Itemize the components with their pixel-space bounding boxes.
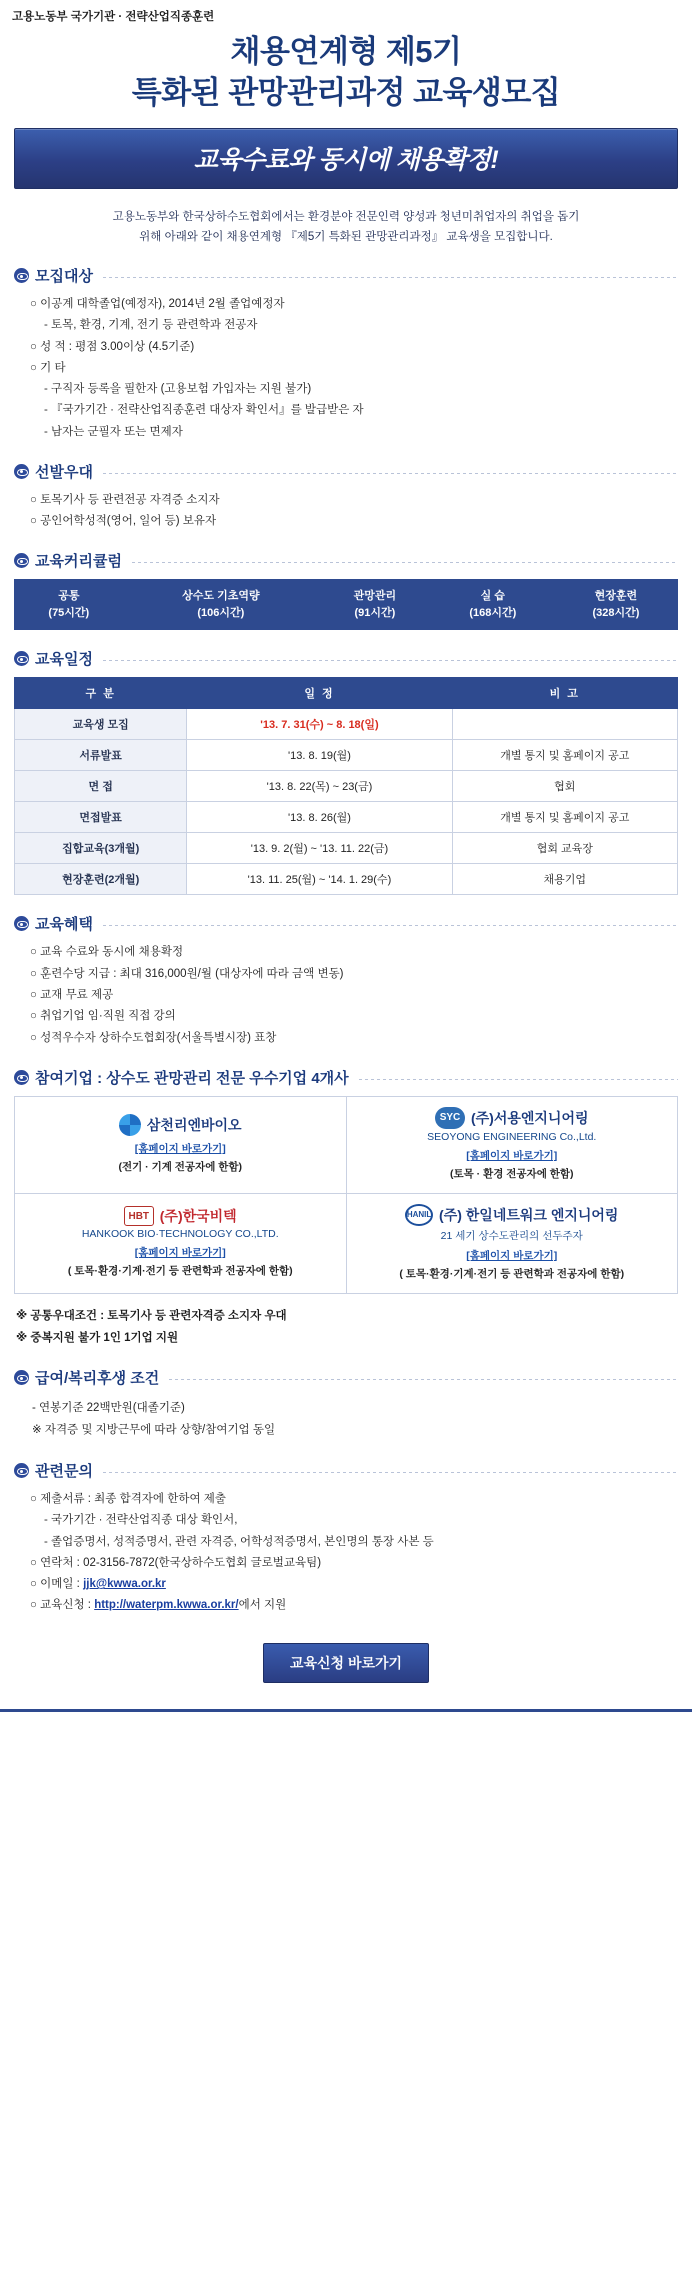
hero-banner: 교육수료와 동시에 채용확정!	[14, 128, 678, 189]
company-name-row	[21, 1206, 340, 1226]
company-name: (주)한국비텍	[159, 1208, 237, 1225]
schedule-date: '13. 11. 25(월) ~ '14. 1. 29(수)	[187, 864, 452, 895]
section-title: 참여기업 : 상수도 관망관리 전문 우수기업 4개사	[35, 1069, 349, 1087]
table-header-cell	[319, 580, 432, 630]
bullet-eye-icon	[14, 268, 29, 283]
table-header-cell: 비 고	[452, 678, 677, 709]
section-schedule	[14, 648, 678, 895]
divider	[103, 1472, 678, 1473]
hbt-logo-icon: HBT	[124, 1206, 154, 1226]
list-item: - 국가기간 · 전략산업직종 대상 확인서,	[30, 1510, 672, 1531]
curriculum-table	[14, 579, 678, 630]
divider	[359, 1079, 678, 1080]
table-row	[15, 1096, 678, 1193]
title-line-2: 특화된 관망관리과정 교육생모집	[131, 74, 561, 110]
section-header	[14, 1067, 678, 1088]
section-title: 급여/복리후생 조건	[35, 1370, 160, 1388]
section-curriculum	[14, 550, 678, 630]
bullet-eye-icon	[14, 916, 29, 931]
agency-line: 고용노동부 국가기관 · 전략산업직종훈련	[12, 11, 215, 23]
company-cell-seoyong	[346, 1096, 678, 1193]
table-row	[15, 802, 678, 833]
homepage-link[interactable]: [홈페이지 바로가기]	[134, 1247, 226, 1260]
list-item: - 구직자 등록을 필한자 (고용보험 가입자는 지원 불가)	[30, 379, 672, 400]
table-row	[15, 740, 678, 771]
list-item: ○ 이공계 대학졸업(예정자), 2014년 2월 졸업예정자	[30, 294, 672, 315]
section-preference	[14, 461, 678, 533]
divider	[103, 925, 678, 926]
company-condition: ( 토목·환경·기계·전기 등 관련학과 전공자에 한함)	[67, 1265, 293, 1278]
divider	[103, 660, 678, 661]
section-header	[14, 648, 678, 669]
schedule-gubun: 현장훈련(2개월)	[15, 864, 187, 895]
schedule-gubun: 서류발표	[15, 740, 187, 771]
curriculum-name: 상수도 기초역량	[182, 590, 260, 603]
table-row	[15, 709, 678, 740]
company-cell-hanil-network	[346, 1193, 678, 1293]
companies-table	[14, 1096, 678, 1294]
schedule-date: '13. 8. 19(월)	[187, 740, 452, 771]
table-row	[15, 864, 678, 895]
schedule-date: '13. 7. 31(수) ~ 8. 18(일)	[187, 709, 452, 740]
hero	[0, 28, 692, 189]
list-item: ○ 토목기사 등 관련전공 자격증 소지자	[30, 490, 672, 511]
section-header	[14, 1367, 678, 1388]
table-header-row	[15, 678, 678, 709]
email-label: 이메일 :	[40, 1578, 84, 1591]
section-title: 교육커리큘럼	[35, 553, 122, 571]
section-title: 선발우대	[35, 463, 93, 481]
table-row	[15, 771, 678, 802]
curriculum-hours: (75시간)	[48, 606, 90, 619]
homepage-link[interactable]: [홈페이지 바로가기]	[466, 1149, 558, 1162]
schedule-note: 개별 통지 및 홈페이지 공고	[452, 802, 677, 833]
list-item: ○ 기 타	[30, 358, 672, 379]
company-name: (주) 한일네트워크 엔지니어링	[439, 1206, 619, 1223]
company-name-row	[353, 1204, 672, 1226]
section-salary	[14, 1367, 678, 1442]
contact-list	[14, 1489, 678, 1617]
intro-paragraph	[22, 207, 670, 247]
table-header-cell	[431, 580, 554, 630]
title-line-1: 채용연계형 제5기	[230, 34, 462, 69]
company-condition: ( 토목·환경·기계·전기 등 관련학과 전공자에 한함)	[399, 1267, 625, 1280]
divider	[103, 473, 678, 474]
divider	[169, 1379, 678, 1380]
table-header-cell	[15, 580, 124, 630]
bullet-eye-icon	[14, 1370, 29, 1385]
company-name: (주)서용엔지니어링	[470, 1109, 589, 1126]
schedule-note: 협회 교육장	[452, 833, 677, 864]
table-row	[15, 833, 678, 864]
table-header-cell	[123, 580, 318, 630]
section-title: 관련문의	[35, 1463, 93, 1481]
apply-label: 교육신청 :	[40, 1599, 95, 1612]
homepage-link[interactable]: [홈페이지 바로가기]	[466, 1249, 558, 1262]
schedule-gubun: 교육생 모집	[15, 709, 187, 740]
bullet-eye-icon	[14, 1070, 29, 1085]
curriculum-hours: (106시간)	[197, 606, 245, 619]
bullet-eye-icon	[14, 1463, 29, 1478]
company-cell-hankook-biotech	[15, 1193, 347, 1293]
schedule-date: '13. 9. 2(월) ~ '13. 11. 22(금)	[187, 833, 452, 864]
divider	[103, 277, 678, 278]
list-item: ○ 연락처 : 02-3156-7872(한국상하수도협회 글로벌교육팀)	[30, 1553, 672, 1574]
list-item: ※ 자격증 및 지방근무에 따라 상향/참여기업 동일	[32, 1424, 276, 1437]
divider	[132, 562, 678, 563]
list-item: ○ 취업기업 임·직원 직접 강의	[30, 1006, 672, 1027]
schedule-gubun: 면 접	[15, 771, 187, 802]
page-title	[0, 30, 692, 114]
contact-email-row	[30, 1574, 672, 1595]
schedule-date: '13. 8. 22(목) ~ 23(금)	[187, 771, 452, 802]
company-name-row	[21, 1114, 340, 1136]
curriculum-name: 실 습	[480, 590, 505, 603]
schedule-note: 개별 통지 및 홈페이지 공고	[452, 740, 677, 771]
benefits-list	[14, 942, 678, 1048]
schedule-date: '13. 8. 26(월)	[187, 802, 452, 833]
curriculum-name: 관망관리	[353, 590, 397, 603]
bottom-rule	[0, 1709, 692, 1712]
list-item: ○ 성 적 : 평점 3.00이상 (4.5기준)	[30, 337, 672, 358]
notes-block	[16, 1306, 676, 1350]
apply-suffix: 에서 지원	[238, 1599, 287, 1612]
schedule-note	[452, 709, 677, 740]
section-contact	[14, 1460, 678, 1617]
table-header-cell	[554, 580, 677, 630]
schedule-table	[14, 677, 678, 895]
list-item: ○ 제출서류 : 최종 합격자에 한하여 제출	[30, 1489, 672, 1510]
apply-url-link[interactable]: http://waterpm.kwwa.or.kr/	[94, 1599, 239, 1612]
note-line: ※ 중복지원 불가 1인 1기업 지원	[16, 1331, 179, 1344]
section-title: 모집대상	[35, 268, 93, 286]
company-condition: (전기 · 기계 전공자에 한함)	[118, 1160, 243, 1173]
table-header-row	[15, 580, 678, 630]
hanil-logo-icon: HANIL	[405, 1204, 433, 1226]
contact-apply-row	[30, 1595, 672, 1616]
list-item: ○ 교육 수료와 동시에 채용확정	[30, 942, 672, 963]
section-recruit-target	[14, 265, 678, 443]
curriculum-name: 현장훈련	[594, 590, 638, 603]
list-item: - 토목, 환경, 기계, 전기 등 관련학과 전공자	[30, 315, 672, 336]
apply-button-wrap	[0, 1643, 692, 1683]
bullet-eye-icon	[14, 464, 29, 479]
homepage-link[interactable]: [홈페이지 바로가기]	[134, 1142, 226, 1155]
note-line: ※ 공통우대조건 : 토목기사 등 관련자격증 소지자 우대	[16, 1309, 287, 1322]
bullet-eye-icon	[14, 553, 29, 568]
table-header-cell: 일 정	[187, 678, 452, 709]
list-item: - 연봉기준 22백만원(대졸기준)	[32, 1402, 185, 1415]
schedule-note: 협회	[452, 771, 677, 802]
company-name-row	[353, 1107, 672, 1129]
preference-list	[14, 490, 678, 533]
intro-line-1: 고용노동부와 한국상하수도협회에서는 환경분야 전문인력 양성과 청년미취업자의 취업을 돕기	[112, 210, 580, 223]
section-header	[14, 1460, 678, 1481]
section-benefits	[14, 913, 678, 1048]
curriculum-hours: (91시간)	[354, 606, 396, 619]
syc-logo-icon: SYC	[435, 1107, 465, 1129]
apply-button[interactable]: 교육신청 바로가기	[263, 1643, 429, 1683]
list-item: - 남자는 군필자 또는 면제자	[30, 422, 672, 443]
schedule-gubun: 집합교육(3개월)	[15, 833, 187, 864]
intro-line-2: 위해 아래와 같이 채용연계형 『제5기 특화된 관망관리과정』 교육생을 모집합니다.	[139, 230, 553, 243]
list-item: ○ 성적우수자 상하수도협회장(서울특별시장) 표창	[30, 1028, 672, 1049]
schedule-note: 채용기업	[452, 864, 677, 895]
list-item: ○ 교재 무료 제공	[30, 985, 672, 1006]
section-header	[14, 550, 678, 571]
list-item: ○ 공인어학성적(영어, 일어 등) 보유자	[30, 511, 672, 532]
samchully-logo-icon	[119, 1114, 141, 1136]
curriculum-hours: (168시간)	[469, 606, 517, 619]
curriculum-name: 공통	[58, 590, 80, 603]
recruit-target-list	[14, 294, 678, 443]
section-title: 교육혜택	[35, 916, 93, 934]
curriculum-hours: (328시간)	[592, 606, 640, 619]
list-item: - 졸업증명서, 성적증명서, 관련 자격증, 어학성적증명서, 본인명의 통장 사본 등	[30, 1532, 672, 1553]
company-cell-samchully	[15, 1096, 347, 1193]
schedule-gubun: 면접발표	[15, 802, 187, 833]
list-item: - 『국가기간 · 전략산업직종훈련 대상자 확인서』를 발급받은 자	[30, 400, 672, 421]
list-item: ○ 훈련수당 지급 : 최대 316,000원/월 (대상자에 따라 금액 변동)	[30, 964, 672, 985]
table-header-cell: 구 분	[15, 678, 187, 709]
company-subtitle: HANKOOK BIO·TECHNOLOGY CO.,LTD.	[81, 1228, 279, 1241]
company-subtitle: 21 세기 상수도관리의 선두주자	[440, 1229, 583, 1242]
section-header	[14, 913, 678, 934]
table-row	[15, 1193, 678, 1293]
email-link[interactable]: jjk@kwwa.or.kr	[83, 1578, 166, 1591]
company-subtitle: SEOYONG ENGINEERING Co.,Ltd.	[427, 1130, 597, 1143]
bullet-eye-icon	[14, 651, 29, 666]
section-header	[14, 265, 678, 286]
company-name: 삼천리엔바이오	[146, 1116, 242, 1133]
section-title: 교육일정	[35, 651, 93, 669]
salary-list	[14, 1396, 678, 1442]
section-companies	[14, 1067, 678, 1294]
company-condition: (토목 · 환경 전공자에 한함)	[449, 1167, 574, 1180]
section-header	[14, 461, 678, 482]
